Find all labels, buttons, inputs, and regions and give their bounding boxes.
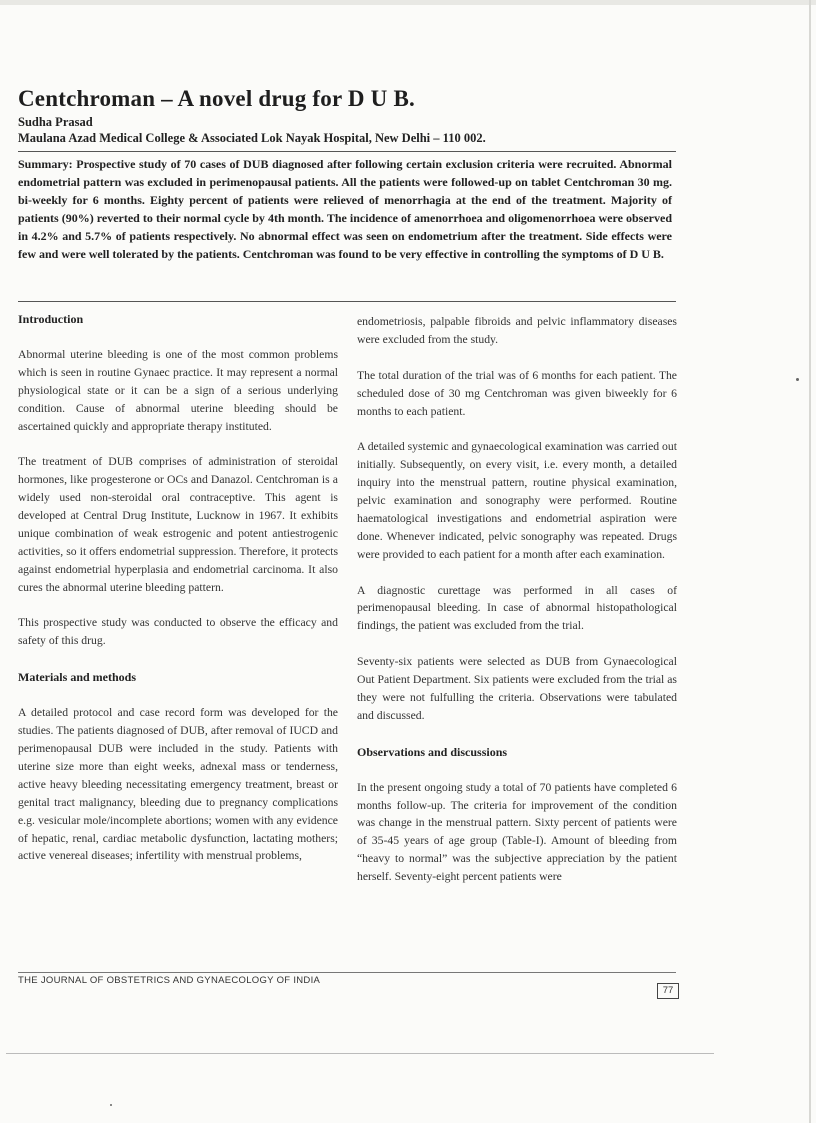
scan-right-edge bbox=[809, 0, 811, 1123]
article-title: Centchroman – A novel drug for D U B. bbox=[18, 86, 415, 111]
footer-rule bbox=[18, 972, 676, 973]
summary-text: Prospective study of 70 cases of DUB diagnosed after following certain exclusion criteria were recruited. Abnormal endometrial pattern was excluded in perimenopausal patients. All the patients were followed-up on tablet Centchroman 30 mg. bi-weekly for 6 months. Eighty percent of patients were relieved of menorrhagia at the end of the treatment. Majority of patients (90%) reverted to their normal cycle by 4th month. The incidence of amenorrhoea and oligomenorrhoea were observed in 4.2% and 5.7% of patients respectively. No abnormal effect was seen on endometrium after the treatment. Side effects were few and were well tolerated by the patients. Centchroman was found to be very effective in controlling the symptoms of D U B. bbox=[18, 157, 673, 262]
methods-paragraph-3: A detailed systemic and gynaecological examination was carried out initially. Subsequently, on every visit, i.e. every month, a detailed inquiry into the menstrual pattern, routine physical examination, pelvic examination and sonography were performed. Routine haematological investigations and endometrial aspiration were done. Whenever indicated, pelvic sonography was repeated. Drugs were provided to each patient for a month after each examination. bbox=[357, 440, 677, 561]
methods-heading: Materials and methods bbox=[18, 670, 136, 685]
introduction-paragraph-2: The treatment of DUB comprises of administration of steroidal hormones, like progesterone or OCs and Danazol. Centchroman is a widely used non-steroidal oral contraceptive. This agent is developed at Central Drug Institute, Lucknow in 1967. It exhibits unique combination of weak estrogenic and potent antiestrogenic activities, so it offers endometrial suppression. Therefore, it protects against endometrial hyperplasia and endometrial carcinoma. It also cures the abnormal uterine bleeding pattern. bbox=[18, 455, 338, 594]
header-rule bbox=[18, 151, 676, 152]
left-column bbox=[18, 310, 338, 883]
summary-abstract bbox=[18, 155, 672, 264]
summary-label: Summary: bbox=[18, 157, 73, 171]
right-column bbox=[357, 313, 677, 904]
introduction-paragraph-3: This prospective study was conducted to observe the efficacy and safety of this drug. bbox=[18, 616, 338, 648]
scan-bottom-line bbox=[6, 1053, 714, 1054]
observations-heading: Observations and discussions bbox=[357, 744, 508, 759]
methods-paragraph-1-continued: endometriosis, palpable fibroids and pelvic inflammatory diseases were excluded from the study. bbox=[357, 315, 677, 346]
journal-name-footer: THE JOURNAL OF OBSTETRICS AND GYNAECOLOGY OF INDIA bbox=[18, 975, 321, 986]
scan-speck bbox=[796, 378, 799, 381]
introduction-paragraph-1: Abnormal uterine bleeding is one of the most common problems which is seen in routine Gynaec practice. It may represent a normal physiological state or it can be a sign of a serious underlying condition. Cause of abnormal uterine bleeding should be ascertained quickly and appropriate therapy instituted. bbox=[18, 347, 338, 433]
page-number: 77 bbox=[657, 983, 679, 999]
methods-paragraph-4: A diagnostic curettage was performed in all cases of perimenopausal bleeding. In case of abnormal histopathological findings, the patient was excluded from the trial. bbox=[357, 583, 677, 633]
scan-speck bbox=[110, 1104, 112, 1106]
methods-paragraph-1: A detailed protocol and case record form was developed for the studies. The patients diagnosed of DUB, after removal of IUCD and perimenopausal DUB were included in the study. Patients with uterine size more than eight weeks, adnexal mass or tenderness, active heavy bleeding necessitating emergency treatment, breast or genital tract malignancy, bleeding due to pregnancy complications e.g. vesicular mole/incomplete abortions; women with any evidence of hepatic, renal, cardiac metabolic dysfunction, lactating mothers; active venereal diseases; infertility with menstrual problems, bbox=[18, 706, 338, 863]
scan-top-edge bbox=[0, 0, 816, 5]
introduction-heading: Introduction bbox=[18, 312, 84, 326]
author-affiliation: Maulana Azad Medical College & Associated Lok Nayak Hospital, New Delhi – 110 002. bbox=[18, 131, 486, 145]
observations-paragraph-1: In the present ongoing study a total of 70 patients have completed 6 months follow-up. The criteria for improvement of the condition was change in the menstrual pattern. Sixty percent of patients were of 35-45 years of age group (Table-I). Amount of bleeding from “heavy to normal” was the subjective appreciation by the patient herself. Seventy-eight percent patients were bbox=[357, 780, 677, 884]
author-name: Sudha Prasad bbox=[18, 115, 93, 129]
methods-paragraph-5: Seventy-six patients were selected as DUB from Gynaecological Out Patient Department. Six patients were excluded from the trial as they were not fulfulling the criteria. Observations were tabulated and discussed. bbox=[357, 655, 677, 722]
methods-paragraph-2: The total duration of the trial was of 6 months for each patient. The scheduled dose of 30 mg Centchroman was given biweekly for 6 months to each patient. bbox=[357, 368, 677, 418]
summary-rule bbox=[18, 301, 676, 302]
